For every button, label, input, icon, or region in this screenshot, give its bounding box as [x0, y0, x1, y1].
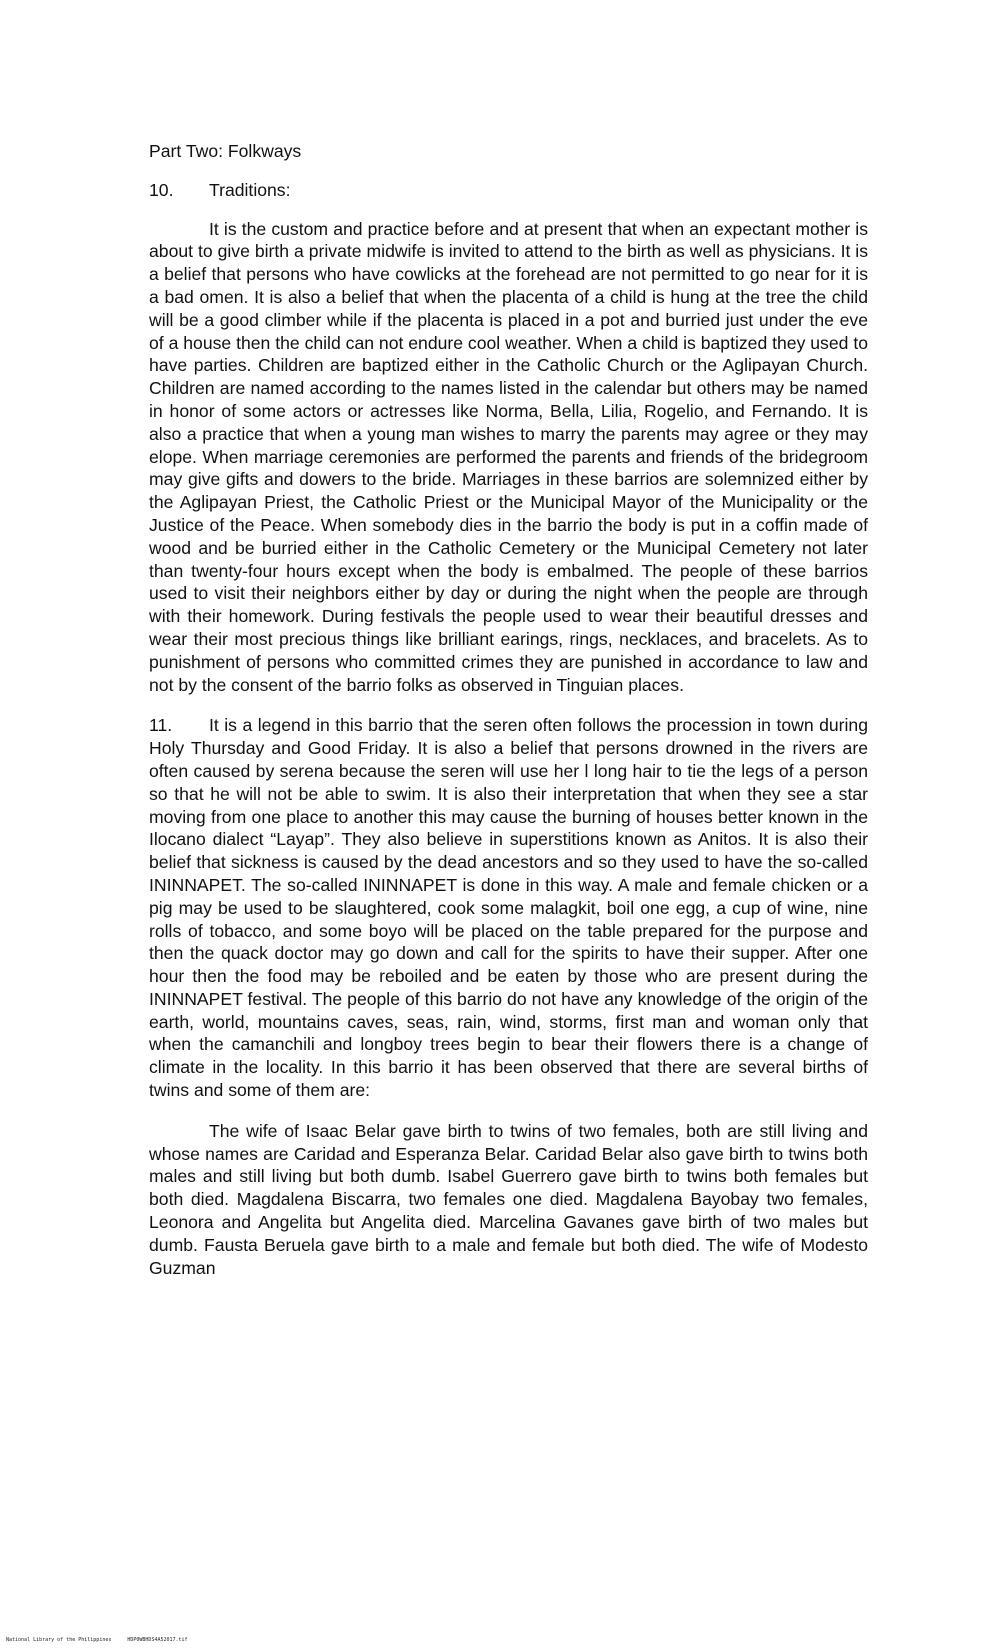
section-11-paragraph [149, 714, 868, 1102]
section-10-number: 10. [149, 179, 174, 200]
section-11-text: It is a legend in this barrio that the seren often follows the procession in town during Holy Thursday and Good Friday. It is also a belief that persons drowned in the rivers are often caused by serena because the seren will use her l long hair to tie the legs of a person so that he will not be able to swim. It is also their interpretation that when they see a star moving from one place to another this may cause the burning of houses better known in the Ilocano dialect “Layap”. They also believe in superstitions known as Anitos. It is also their belief that sickness is caused by the dead ancestors and so they used to have the so-called ININNAPET. The so-called ININNAPET is done in this way. A male and female chicken or a pig may be used to be slaughtered, cook some malagkit, boil one egg, a cup of wine, nine rolls of tobacco, and some boyo will be placed on the table prepared for the purpose and then the quack doctor may go down and call for the spirits to have their supper. After one hour then the food may be reboiled and be eaten by those who are present during the ININNAPET festival. The people of this barrio do not have any knowledge of the origin of the earth, world, mountains caves, seas, rain, wind, storms, first man and woman only that when the camanchili and longboy trees begin to bear their flowers there is a change of climate in the locality. In this barrio it has been observed that there are several births of twins and some of them are: [149, 715, 868, 1101]
document-body [149, 140, 868, 1297]
section-10-paragraph: It is the custom and practice before and at present that when an expectant mother is about to give birth a private midwife is invited to attend to the birth as well as physicians. It is a belief that persons who have cowlicks at the forehead are not permitted to go near for it is a bad omen. It is also a belief that when the placenta of a child is hung at the tree the child will be a good climber while if the placenta is placed in a pot and burried just under the eve of a house then the child can not endure cool weather. When a child is baptized they used to have parties. Children are baptized either in the Catholic Church or the Aglipayan Church. Children are named according to the names listed in the calendar but others may be named in honor of some actors or actresses like Norma, Bella, Lilia, Rogelio, and Fernando. It is also a practice that when a young man wishes to marry the parents may agree or they may elope. When marriage ceremonies are performed the parents and friends of the bridegroom may give gifts and dowers to the bride. Marriages in these barrios are solemnized either by the Aglipayan Priest, the Catholic Priest or the Municipal Mayor of the Municipality or the Justice of the Peace. When somebody dies in the barrio the body is put in a coffin made of wood and be burried either in the Catholic Cemetery or the Municipal Cemetery not later than twenty-four hours except when the body is embalmed. The people of these barrios used to visit their neighbors either by day or during the night when the people are through with their homework. During festivals the people used to wear their beautiful dresses and wear their most precious things like brilliant earings, rings, necklaces, and bracelets. As to punishment of persons who committed crimes they are punished in accordance to law and not by the consent of the barrio folks as observed in Tinguian places. [149, 218, 868, 695]
section-10-heading [149, 179, 868, 202]
footer-library-name: National Library of the Philippines [6, 1637, 112, 1643]
scan-footer [6, 1637, 188, 1643]
twins-paragraph: The wife of Isaac Belar gave birth to twins of two females, both are still living and whose names are Caridad and Esperanza Belar. Caridad Belar also gave birth to twins both males and still living but both dumb. Isabel Guerrero gave birth to twins both females but both died. Magdalena Biscarra, two females one died. Magdalena Bayobay two females, Leonora and Angelita but Angelita died. Marcelina Gavanes gave birth of two males but dumb. Fausta Beruela gave birth to a male and female but both died. The wife of Modesto Guzman [149, 1120, 868, 1278]
section-11-number: 11. [149, 715, 173, 736]
part-title: Part Two: Folkways [149, 141, 302, 161]
section-10-title: Traditions: [209, 179, 291, 200]
footer-file-code: HDP0WBHDS4A52017.tif [127, 1637, 188, 1643]
